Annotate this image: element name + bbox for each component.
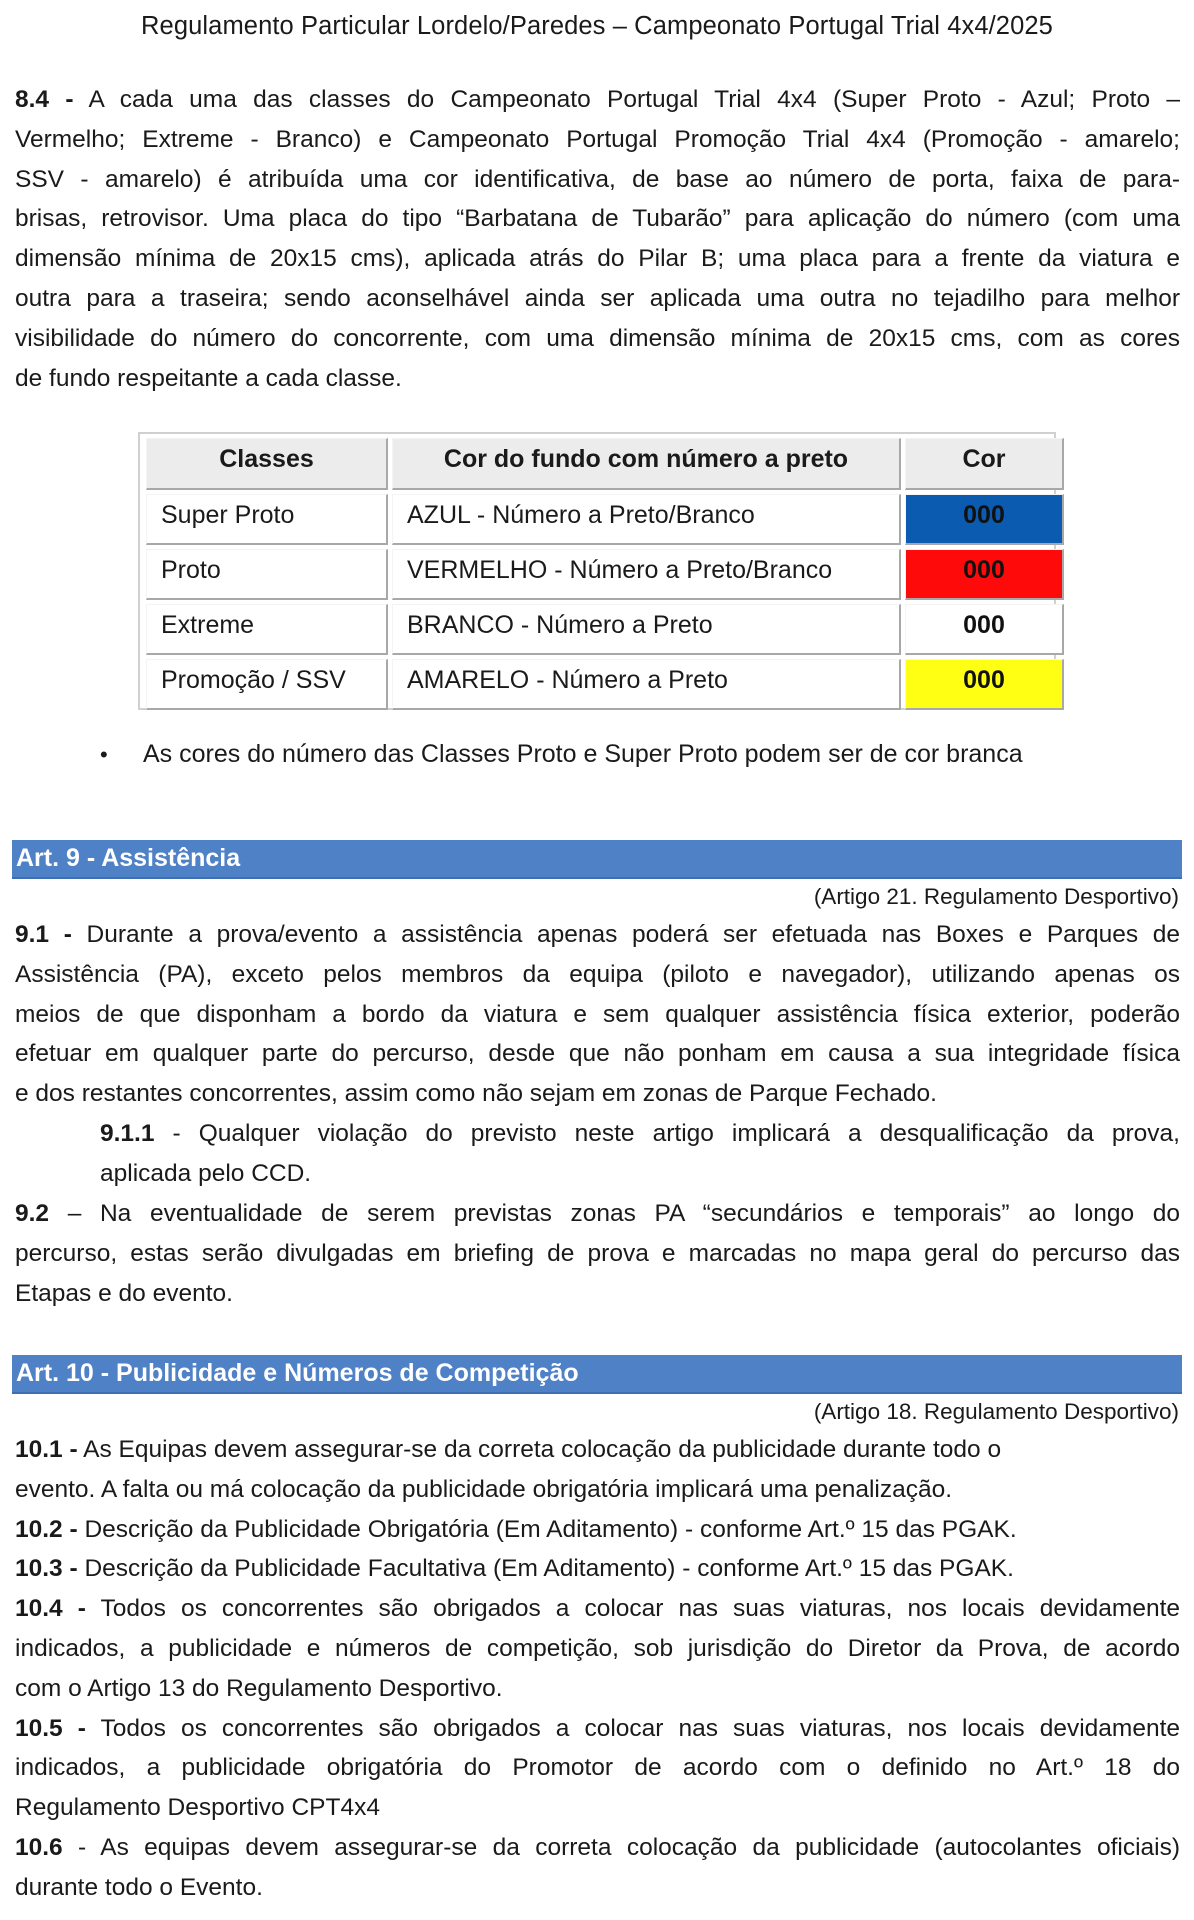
- text-line: visibilidade do número do concorrente, com uma dimensão mínima de 20x15 cms, com as cores: [15, 324, 1180, 352]
- text-line: Assistência (PA), exceto pelos membros da equipa (piloto e navegador), utilizando apenas os: [15, 960, 1180, 988]
- text-line: Vermelho; Extreme - Branco) e Campeonato Portugal Promoção Trial 4x4 (Promoção - amarelo;: [15, 125, 1180, 153]
- text-line: aplicada pelo CCD.: [100, 1159, 312, 1187]
- color-swatch-red: 000: [905, 549, 1064, 600]
- bullet-note: [100, 740, 1023, 769]
- text-line: indicados, a publicidade obrigatória do Promotor de acordo com o definido no Art.º 18 do: [15, 1754, 1180, 1782]
- text-line: - Qualquer violação do previsto neste artigo implicará a desqualificação da prova,: [154, 1120, 1180, 1147]
- table-cell-class: Super Proto: [146, 494, 388, 545]
- color-swatch-white: 000: [905, 604, 1064, 655]
- text-line: dimensão mínima de 20x15 cms), aplicada atrás do Pilar B; uma placa para a frente da viatura e: [15, 245, 1180, 273]
- table-header-color: Cor: [905, 438, 1064, 490]
- text-line: percurso, estas serão divulgadas em briefing de prova e marcadas no mapa geral do percurso das: [15, 1239, 1180, 1267]
- bullet-text: As cores do número das Classes Proto e Super Proto podem ser de cor branca: [143, 740, 1023, 768]
- text-line: efetuar em qualquer parte do percurso, desde que não ponham em causa a sua integridade física: [15, 1040, 1180, 1068]
- paragraph-9-1: [15, 915, 1180, 1114]
- section-title: Art. 10 - Publicidade e Números de Competição: [16, 1359, 579, 1387]
- table-cell-class: Promoção / SSV: [146, 659, 388, 710]
- clause-number: 9.2: [15, 1200, 50, 1227]
- bullet-icon: •: [100, 742, 108, 767]
- text-line: Todos os concorrentes são obrigados a colocar nas suas viaturas, nos locais devidamente: [85, 1714, 1180, 1742]
- clause-number: 9.1.1: [100, 1120, 155, 1147]
- text-line: Etapas e do evento.: [15, 1279, 233, 1307]
- text-line: durante todo o Evento.: [15, 1873, 263, 1901]
- section-reference: (Artigo 21. Regulamento Desportivo): [813, 884, 1179, 909]
- text-line: Descrição da Publicidade Obrigatória (Em Aditamento) - conforme Art.º 15 das PGAK.: [77, 1515, 1017, 1543]
- text-line: SSV - amarelo) é atribuída uma cor identificativa, de base ao número de porta, faixa de para-: [15, 165, 1180, 193]
- clause-number: 10.5 -: [15, 1714, 86, 1742]
- clause-number: 9.1 -: [15, 921, 72, 948]
- class-color-table: [138, 432, 1056, 710]
- table-header-background: Cor do fundo com número a preto: [392, 438, 901, 490]
- table-cell-class: Proto: [146, 549, 388, 600]
- table-cell-description: AZUL - Número a Preto/Branco: [392, 494, 901, 545]
- clause-number: 10.2 -: [15, 1515, 78, 1543]
- page-header: Regulamento Particular Lordelo/Paredes – Campeonato Portugal Trial 4x4/2025: [141, 12, 1053, 40]
- table-cell-description: VERMELHO - Número a Preto/Branco: [392, 549, 901, 600]
- table-cell-description: AMARELO - Número a Preto: [392, 659, 901, 710]
- color-swatch-yellow: 000: [905, 659, 1064, 710]
- text-line: evento. A falta ou má colocação da publicidade obrigatória implicará uma penalização.: [15, 1475, 953, 1503]
- text-line: A cada uma das classes do Campeonato Portugal Trial 4x4 (Super Proto - Azul; Proto –: [73, 86, 1180, 113]
- text-line: Durante a prova/evento a assistência apenas poderá ser efetuada nas Boxes e Parques de: [71, 921, 1180, 948]
- clause-number: 10.6: [15, 1833, 63, 1861]
- table-cell-class: Extreme: [146, 604, 388, 655]
- text-line: indicados, a publicidade e números de competição, sob jurisdição do Diretor da Prova, de acordo: [15, 1634, 1180, 1662]
- section-heading-art-10: [12, 1355, 1182, 1394]
- text-line: Todos os concorrentes são obrigados a colocar nas suas viaturas, nos locais devidamente: [85, 1595, 1180, 1623]
- section-reference: (Artigo 18. Regulamento Desportivo): [813, 1399, 1179, 1424]
- paragraph-9-2: [15, 1194, 1180, 1313]
- section-title: Art. 9 - Assistência: [16, 844, 241, 872]
- text-line: brisas, retrovisor. Uma placa do tipo “Barbatana de Tubarão” para aplicação do número (com uma: [15, 205, 1180, 233]
- paragraph-10-1: [15, 1430, 1180, 1908]
- text-line: As Equipas devem assegurar-se da correta colocação da publicidade durante todo o: [77, 1436, 1002, 1463]
- table-cell-description: BRANCO - Número a Preto: [392, 604, 901, 655]
- text-line: - As equipas devem assegurar-se da correta colocação da publicidade (autocolantes oficiais): [62, 1833, 1180, 1861]
- text-line: Descrição da Publicidade Facultativa (Em Aditamento) - conforme Art.º 15 das PGAK.: [77, 1555, 1014, 1583]
- clause-number: 10.3 -: [15, 1555, 78, 1583]
- text-line: meios de que disponham a bordo da viatura e sem qualquer assistência física exterior, poderão: [15, 1000, 1180, 1028]
- paragraph-8-4: [15, 80, 1180, 398]
- text-line: – Na eventualidade de serem previstas zonas PA “secundários e temporais” ao longo do: [49, 1200, 1180, 1227]
- color-swatch-blue: 000: [905, 494, 1064, 545]
- text-line: com o Artigo 13 do Regulamento Desportivo.: [15, 1674, 503, 1702]
- text-line: de fundo respeitante a cada classe.: [15, 364, 402, 392]
- table-header-classes: Classes: [146, 438, 388, 490]
- paragraph-9-1-1: [100, 1114, 1180, 1194]
- clause-number: 8.4 -: [15, 86, 74, 113]
- clause-number: 10.1 -: [15, 1436, 78, 1463]
- text-line: Regulamento Desportivo CPT4x4: [15, 1794, 380, 1822]
- section-heading-art-9: [12, 840, 1182, 879]
- clause-number: 10.4 -: [15, 1595, 86, 1623]
- text-line: e dos restantes concorrentes, assim como não sejam em zonas de Parque Fechado.: [15, 1080, 937, 1108]
- text-line: outra para a traseira; sendo aconselhável ainda ser aplicada uma outra no tejadilho para melhor: [15, 284, 1180, 312]
